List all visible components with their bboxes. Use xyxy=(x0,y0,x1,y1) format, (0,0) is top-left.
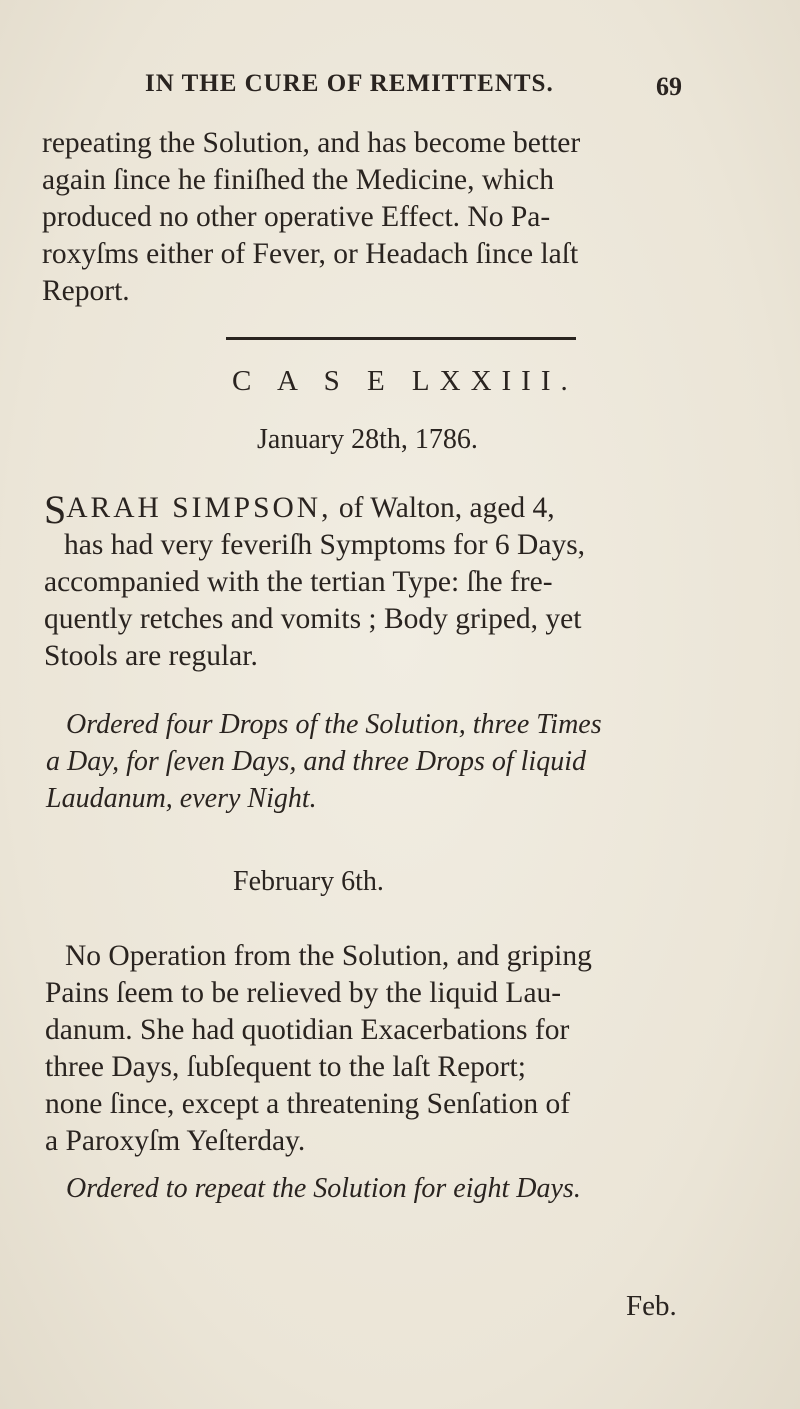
case-title: C A S E LXXIII. xyxy=(232,365,578,397)
page-number: 69 xyxy=(656,72,682,101)
text-line: No Operation from the Solution, and griping xyxy=(65,940,592,972)
text-line: danum. She had quotidian Exacerbations for xyxy=(45,1014,570,1046)
prescription-line xyxy=(46,1170,686,1207)
section-divider xyxy=(226,337,576,340)
catchword: Feb. xyxy=(626,1290,677,1322)
patient-details: of Walton, aged 4, xyxy=(331,492,555,524)
text-line: a Paroxyſm Yeſterday. xyxy=(45,1125,306,1157)
report-paragraph xyxy=(45,938,675,1160)
text-line: Stools are regular. xyxy=(44,640,258,672)
prescription-paragraph xyxy=(46,706,686,817)
text-line: accompanied with the tertian Type: ſhe fre- xyxy=(44,566,553,598)
text-line: again ſince he finiſhed the Medicine, which xyxy=(42,164,554,196)
text-line xyxy=(44,487,674,532)
text-line: has had very feveriſh Symptoms for 6 Days, xyxy=(64,529,586,561)
text-line: a Day, for ſeven Days, and three Drops of liquid xyxy=(46,746,586,777)
patient-name: ARAH SIMPSON, xyxy=(66,492,332,524)
text-line: Report. xyxy=(42,275,130,307)
text-line: Pains ſeem to be relieved by the liquid Lau- xyxy=(45,977,562,1009)
text-line: none ſince, except a threatening Senſation of xyxy=(45,1088,571,1120)
running-head: IN THE CURE OF REMITTENTS. xyxy=(145,70,554,97)
text-line: Ordered four Drops of the Solution, three Times xyxy=(66,709,602,740)
text-line: three Days, ſubſequent to the laſt Report; xyxy=(45,1051,526,1083)
text-line: produced no other operative Effect. No Pa- xyxy=(42,201,551,233)
text-line: roxyſms either of Fever, or Headach ſince laſt xyxy=(42,238,579,270)
intro-paragraph xyxy=(42,125,672,310)
text-line: quently retches and vomits ; Body griped, yet xyxy=(44,603,582,635)
text-line: Laudanum, every Night. xyxy=(46,783,317,814)
case-date: January 28th, 1786. xyxy=(257,424,478,455)
text-line: Ordered to repeat the Solution for eight Days. xyxy=(66,1173,581,1204)
report-date: February 6th. xyxy=(233,866,384,897)
drop-cap: S xyxy=(44,487,67,532)
text-line: repeating the Solution, and has become better xyxy=(42,127,581,159)
patient-intro-paragraph xyxy=(44,487,674,675)
